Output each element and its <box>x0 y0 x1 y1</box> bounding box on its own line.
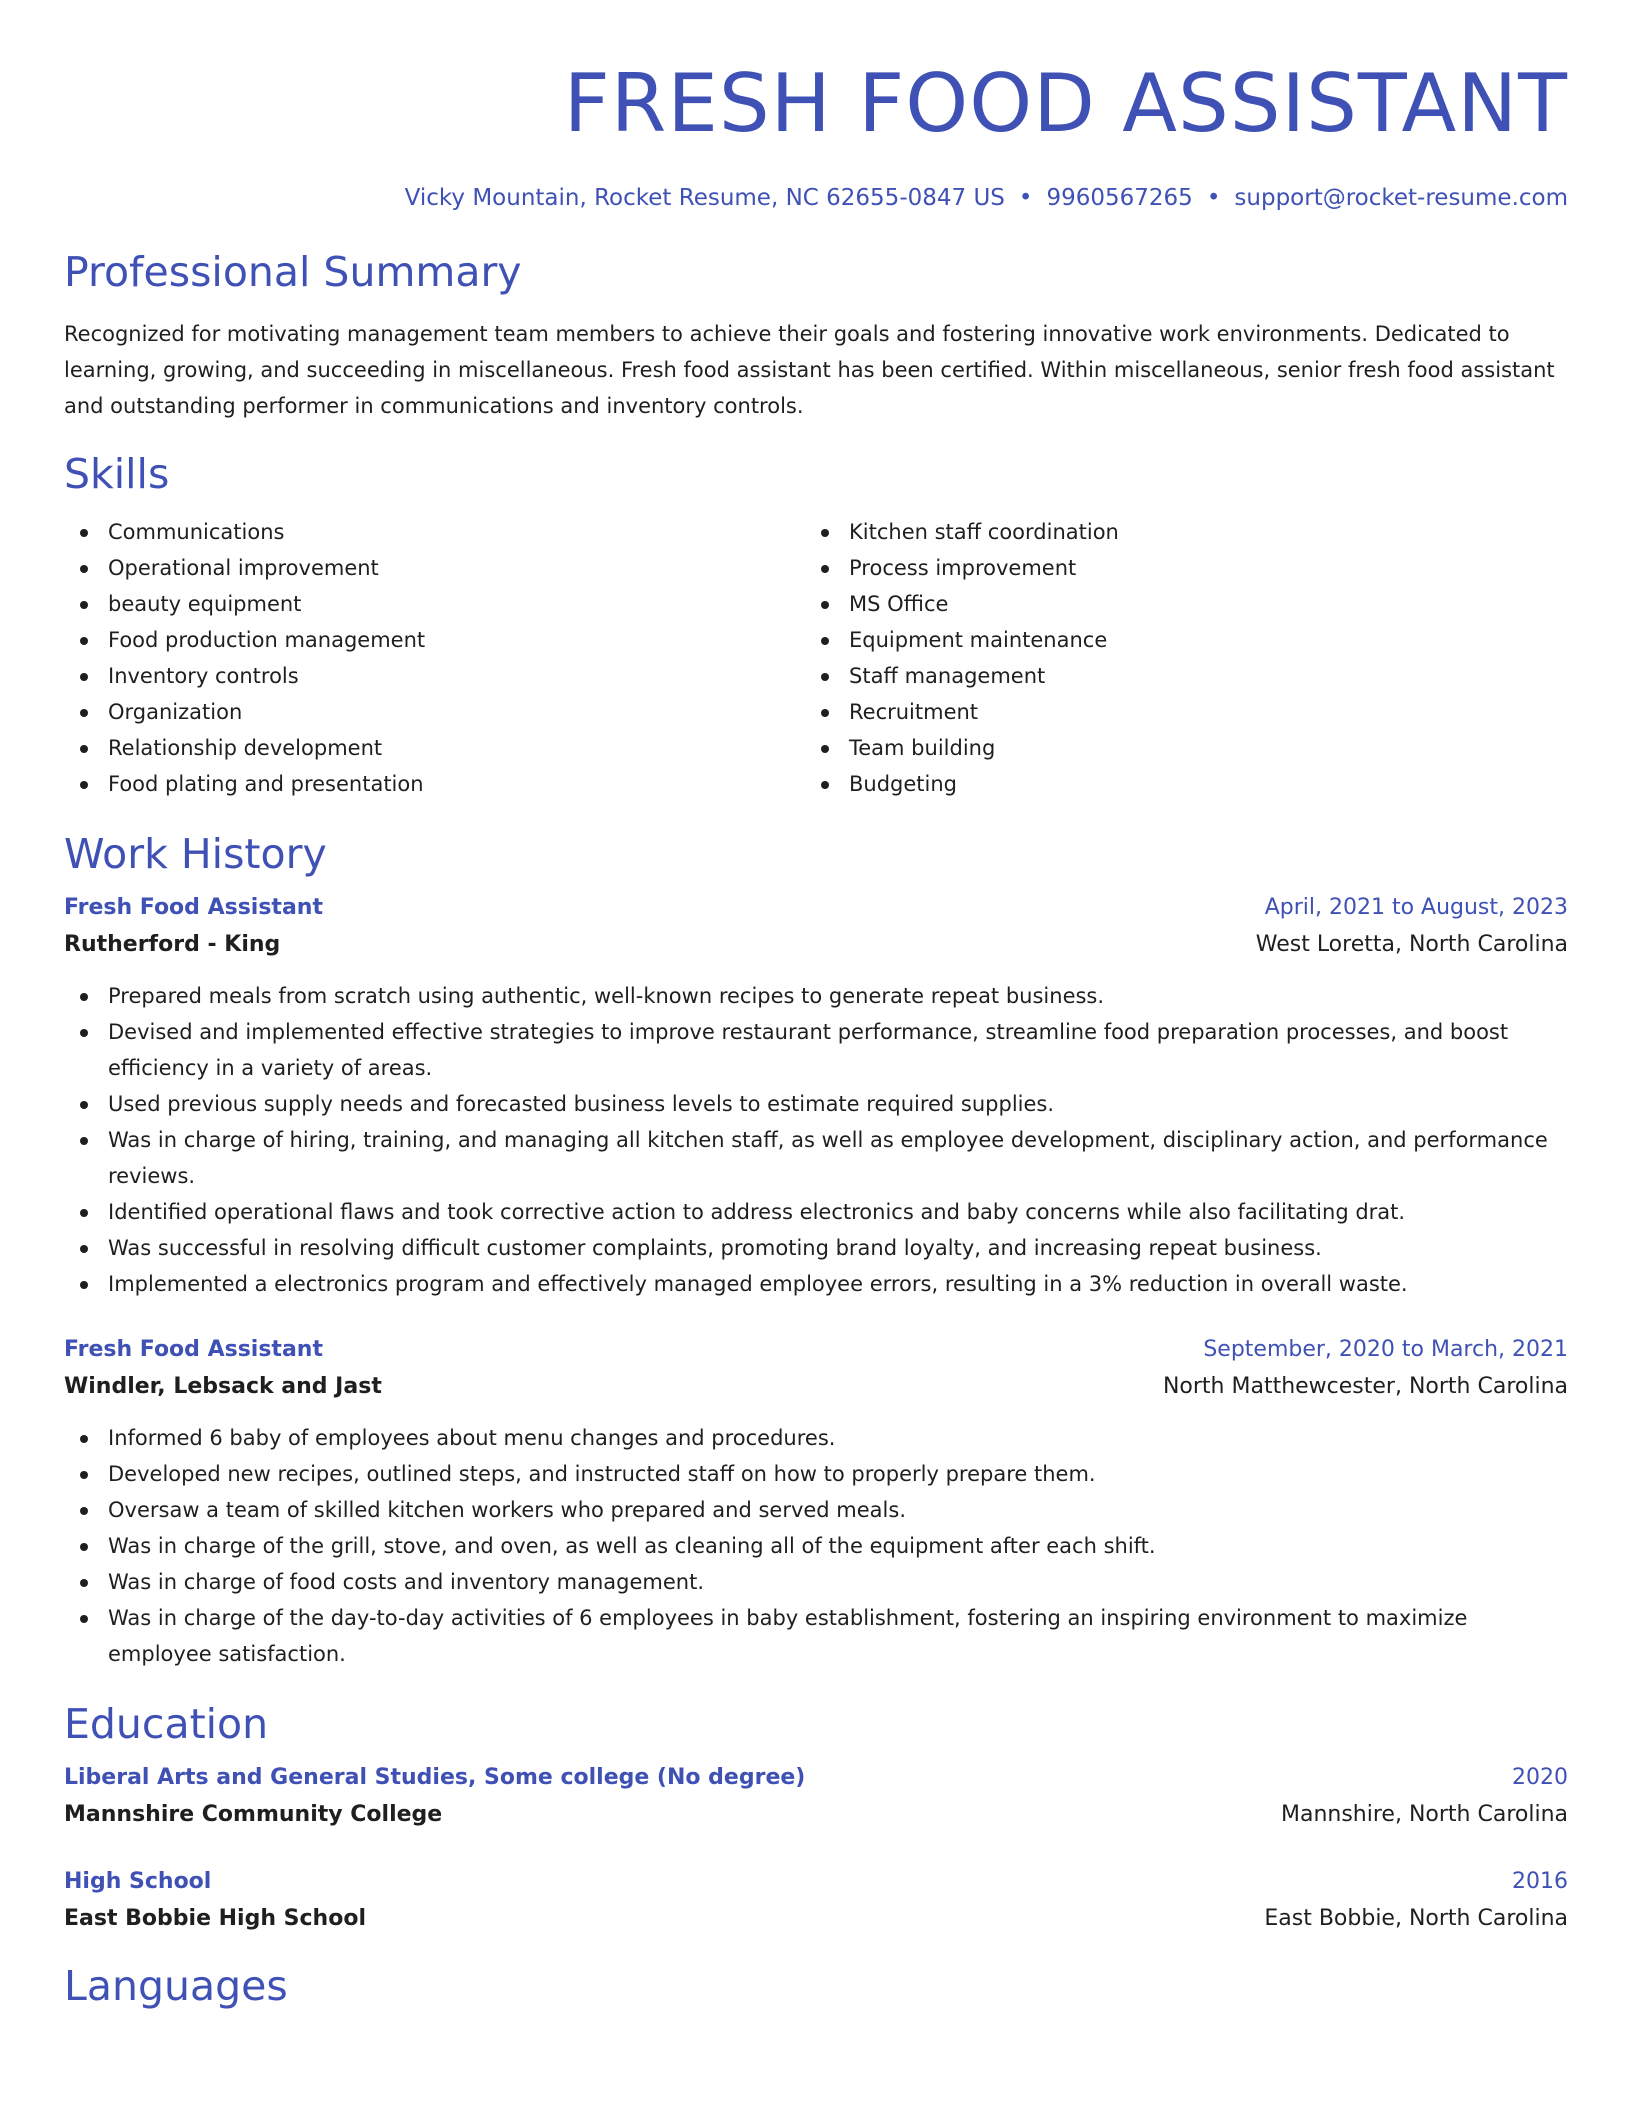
section-title-education: Education <box>64 1700 269 1748</box>
job-title: Fresh Food Assistant <box>64 895 323 920</box>
section-title-languages: Languages <box>64 1962 288 2010</box>
contact-separator: • <box>1206 185 1221 211</box>
education-year: 2020 <box>1512 1765 1568 1790</box>
skill-item: Budgeting <box>805 766 1546 802</box>
education-degree-row <box>64 1760 1568 1796</box>
job-entry <box>64 1332 1568 1672</box>
contact-line <box>64 182 1568 214</box>
job-bullets <box>64 1420 1568 1672</box>
contact-separator: • <box>1018 185 1033 211</box>
job-title: Fresh Food Assistant <box>64 1337 323 1362</box>
skill-item: Inventory controls <box>64 658 805 694</box>
education-entry <box>64 1864 1568 1938</box>
skill-item: Organization <box>64 694 805 730</box>
contact-phone: 9960567265 <box>1046 185 1193 211</box>
candidate-name: FRESH FOOD ASSISTANT <box>563 57 1568 150</box>
list-item: Used previous supply needs and forecasted business levels to estimate required supplies. <box>64 1086 1568 1122</box>
list-item: Identified operational flaws and took corrective action to address electronics and baby concerns while also facilitating drat. <box>64 1194 1568 1230</box>
skill-item: Food production management <box>64 622 805 658</box>
job-company-row <box>64 1368 1568 1406</box>
job-dates: April, 2021 to August, 2023 <box>1264 895 1568 920</box>
skill-item: Equipment maintenance <box>805 622 1546 658</box>
list-item: Was in charge of hiring, training, and managing all kitchen staff, as well as employee development, disciplinary action, and performance reviews. <box>64 1122 1568 1194</box>
education-entry <box>64 1760 1568 1834</box>
list-item: Devised and implemented effective strategies to improve restaurant performance, streamline food preparation processes, and boost efficiency in a variety of areas. <box>64 1014 1568 1086</box>
list-item: Was in charge of the grill, stove, and oven, as well as cleaning all of the equipment after each shift. <box>64 1528 1568 1564</box>
education-location: Mannshire, North Carolina <box>1281 1802 1568 1827</box>
skills-list-right <box>805 514 1546 802</box>
resume-header <box>64 56 1568 214</box>
skill-item: Recruitment <box>805 694 1546 730</box>
education-school: East Bobbie High School <box>64 1906 366 1931</box>
list-item: Developed new recipes, outlined steps, and instructed staff on how to properly prepare them. <box>64 1456 1568 1492</box>
skill-item: MS Office <box>805 586 1546 622</box>
skill-item: beauty equipment <box>64 586 805 622</box>
work-section <box>64 828 1568 1672</box>
skill-item: Operational improvement <box>64 550 805 586</box>
skill-item: Team building <box>805 730 1546 766</box>
contact-email[interactable]: support@rocket-resume.com <box>1234 185 1568 211</box>
skill-item: Food plating and presentation <box>64 766 805 802</box>
section-title-summary: Professional Summary <box>64 248 522 296</box>
job-location: West Loretta, North Carolina <box>1255 932 1568 957</box>
education-school-row <box>64 1900 1568 1938</box>
job-location: North Matthewcester, North Carolina <box>1162 1374 1568 1399</box>
education-school: Mannshire Community College <box>64 1802 443 1827</box>
skills-columns <box>64 514 1568 802</box>
job-entry <box>64 890 1568 1302</box>
job-title-row <box>64 1332 1568 1368</box>
job-title-row <box>64 890 1568 926</box>
education-year: 2016 <box>1512 1869 1568 1894</box>
section-title-work: Work History <box>64 830 327 878</box>
job-bullets <box>64 978 1568 1302</box>
job-company-row <box>64 926 1568 964</box>
skill-item: Kitchen staff coordination <box>805 514 1546 550</box>
job-dates: September, 2020 to March, 2021 <box>1203 1337 1568 1362</box>
skill-item: Staff management <box>805 658 1546 694</box>
list-item: Informed 6 baby of employees about menu changes and procedures. <box>64 1420 1568 1456</box>
summary-section <box>64 246 1568 424</box>
job-company: Rutherford - King <box>64 932 281 957</box>
skill-item: Process improvement <box>805 550 1546 586</box>
section-title-skills: Skills <box>64 450 170 498</box>
education-school-row <box>64 1796 1568 1834</box>
list-item: Was in charge of the day-to-day activities of 6 employees in baby establishment, fostering an inspiring environment to maximize employee satisfaction. <box>64 1600 1568 1672</box>
skills-section <box>64 448 1568 802</box>
education-section <box>64 1698 1568 1938</box>
list-item: Prepared meals from scratch using authentic, well-known recipes to generate repeat business. <box>64 978 1568 1014</box>
education-degree: Liberal Arts and General Studies, Some college (No degree) <box>64 1765 806 1790</box>
education-degree-row <box>64 1864 1568 1900</box>
languages-section <box>64 1960 1568 2012</box>
skill-item: Communications <box>64 514 805 550</box>
list-item: Oversaw a team of skilled kitchen workers who prepared and served meals. <box>64 1492 1568 1528</box>
summary-text: Recognized for motivating management team members to achieve their goals and fostering innovative work environments. Dedicated to learning, growing, and succeeding in miscellaneous. Fresh food assistant has been certified. Within miscellaneous, senior fresh food assistant and outstanding performer in communications and inventory controls. <box>64 322 1555 418</box>
contact-address: Vicky Mountain, Rocket Resume, NC 62655-0847 US <box>404 185 1005 211</box>
list-item: Implemented a electronics program and effectively managed employee errors, resulting in a 3% reduction in overall waste. <box>64 1266 1568 1302</box>
skills-list-left <box>64 514 805 802</box>
education-location: East Bobbie, North Carolina <box>1264 1906 1568 1931</box>
education-degree: High School <box>64 1869 212 1894</box>
list-item: Was successful in resolving difficult customer complaints, promoting brand loyalty, and increasing repeat business. <box>64 1230 1568 1266</box>
skill-item: Relationship development <box>64 730 805 766</box>
list-item: Was in charge of food costs and inventory management. <box>64 1564 1568 1600</box>
job-company: Windler, Lebsack and Jast <box>64 1374 382 1399</box>
